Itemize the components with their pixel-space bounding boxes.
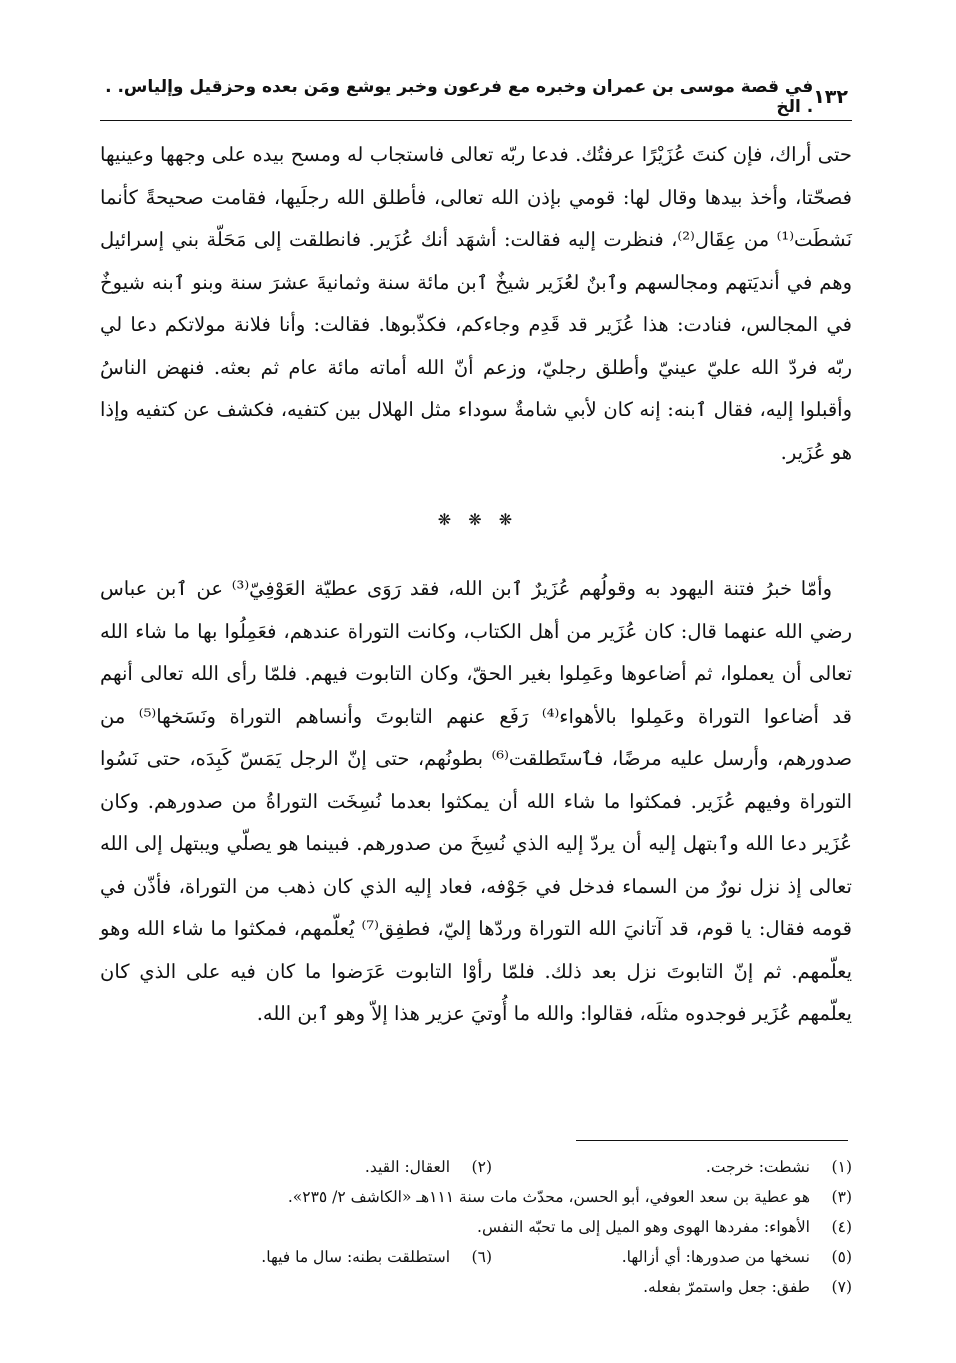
footnote-text: طفق: جعل واستمرّ بفعله. bbox=[643, 1278, 810, 1296]
footnotes bbox=[100, 1152, 852, 1302]
footnote-3 bbox=[100, 1182, 852, 1212]
paragraph-2-text: وأمّا خبرُ فتنة اليهود به وقولُهم عُزَيرٌ ٱبن الله، فقد رَوَى عطيّة العَوْفِيّ⁽³⁾ عن ٱبن عباس رضي الله عنهما قال: كان عُزَير من أهل الكتاب، وكانت التوراة عندهم، فعَمِلُوا بها ما شاء الله تعالى أن يعملوا، ثم أضاعوها وعَمِلوا بغير الحقّ، وكان التابوت فيهم. فلمّا رأى الله تعالى أنهم قد أضاعوا التوراة وعَمِلوا بالأهواء⁽⁴⁾ رَفَع عنهم التابوتَ وأنساهم التوراة ونَسَخها⁽⁵⁾ من صدورهم، وأرسل عليه مرضًا، فٱستَطلقت⁽⁶⁾ بطونُهم، حتى إنّ الرجل يَمَسّ كَبِدَه، حتى نَسُوا التوراة وفيهم عُزَير. فمكثوا ما شاء الله أن يمكثوا بعدما نُسِخَت التوراةُ من صدورهم. وكان عُزَير دعا الله وٱبتهل إليه أن يردّ إليه الذي نُسِخَ من صدورهم. فبينما هو يصلّي ويبتهل إلى الله تعالى إذ نزل نورٌ من السماء فدخل في جَوْفه، فعاد إليه الذي كان ذهب من التوراة، فأذّن في قومه فقال: يا قوم، قد آتانيَ الله التوراة وردّها إليّ، فطفِق⁽⁷⁾ يُعلّمهم، فمكثوا ما شاء الله وهو يعلّمهم. ثم إنّ التابوتَ نزل بعد ذلك. فلمّا رأوْا التابوت عَرَضوا ما كان فيه على الذي كان يعلّمهم عُزَير فوجدوه مثلَه، فقالوا: والله ما أُوتيَ عزير هذا إلاّ وهو ٱبن الله. bbox=[100, 577, 853, 1025]
footnote-number: (٧) bbox=[831, 1278, 852, 1296]
footnote-row bbox=[100, 1152, 852, 1182]
footnote-7 bbox=[100, 1272, 852, 1302]
paragraph-1 bbox=[100, 134, 852, 474]
paragraph-1-text: حتى أراك، فإن كنتَ عُزَيْرًا عرفتُك. فدعا ربّه تعالى فاستجاب له ومسح بيده على وجهها وعينيها فصحّتا، وأخذ بيدها وقال لها: قومي بإذن الله تعالى، فأطلق الله رجلَيها، فقامت صحيحةً كأنما نَشطَت⁽¹⁾ من عِقَال⁽²⁾، فنظرت إليه فقالت: أشهَد أنك عُزَير. فانطلقت إلى مَحَلّة بني إسرائيل وهم في أنديَتهم ومجالسهم وٱبنٌ لعُزَير شيخٌ ٱبن مائة سنة وثمانيةَ عشرَ سنة وبنو ٱبنه شيوخٌ في المجالس، فنادت: هذا عُزَير قد قَدِم وجاءكم، فكذّبوها. فقالت: وأنا فلانة مولاتكم دعا لي ربّه فردّ الله عليّ عينيّ وأطلق رجليّ، وزعم أنّ الله أماته مائة عام ثم بعثه. فنهض الناسُ وأقبلوا إليه، فقال ٱبنه: إنه كان لأبي شامةٌ سوداء مثل الهلال بين كتفيه، فكشف عن كتفيه وإذا هو عُزَير. bbox=[100, 143, 852, 464]
footnote-text: هو عطية بن سعد العوفي، أبو الحسن، محدّث مات سنة ١١١هـ «الكاشف ٢/ ٢٣٥». bbox=[287, 1188, 810, 1206]
footnote-number: (٦) bbox=[471, 1248, 492, 1266]
header-rule bbox=[100, 120, 852, 121]
running-title: في قصة موسى بن عمران وخبره مع فرعون وخبر يوشع ومَن بعده وحزقيل وإلياس. . . الخ bbox=[105, 77, 814, 117]
footnote-text: العقال: القيد. bbox=[364, 1158, 450, 1176]
footnote-number: (٤) bbox=[831, 1218, 852, 1236]
footnote-number: (١) bbox=[831, 1158, 852, 1176]
running-header bbox=[100, 78, 852, 116]
footnote-text: نسخها من صدورها: أي أزالها. bbox=[621, 1248, 810, 1266]
footnote-text: نشطت: خرجت. bbox=[705, 1158, 810, 1176]
footnote-5 bbox=[492, 1242, 852, 1272]
section-separator: ❋ ❋ ❋ bbox=[437, 510, 519, 529]
footnote-4 bbox=[100, 1212, 852, 1242]
footnote-rule bbox=[576, 1140, 848, 1141]
page-number: ١٣٢ bbox=[813, 86, 848, 108]
footnote-row bbox=[100, 1242, 852, 1272]
footnote-2 bbox=[365, 1152, 492, 1182]
footnote-6 bbox=[261, 1242, 492, 1272]
footnote-1 bbox=[492, 1152, 852, 1182]
footnote-number: (٣) bbox=[831, 1188, 852, 1206]
footnote-number: (٢) bbox=[471, 1158, 492, 1176]
footnote-text: استطلقت بطنه: سال ما فيها. bbox=[261, 1248, 450, 1266]
paragraph-2 bbox=[100, 568, 852, 1036]
footnote-number: (٥) bbox=[831, 1248, 852, 1266]
footnote-text: الأهواء: مفردها الهوى وهو الميل إلى ما تحبّه النفس. bbox=[477, 1218, 810, 1236]
